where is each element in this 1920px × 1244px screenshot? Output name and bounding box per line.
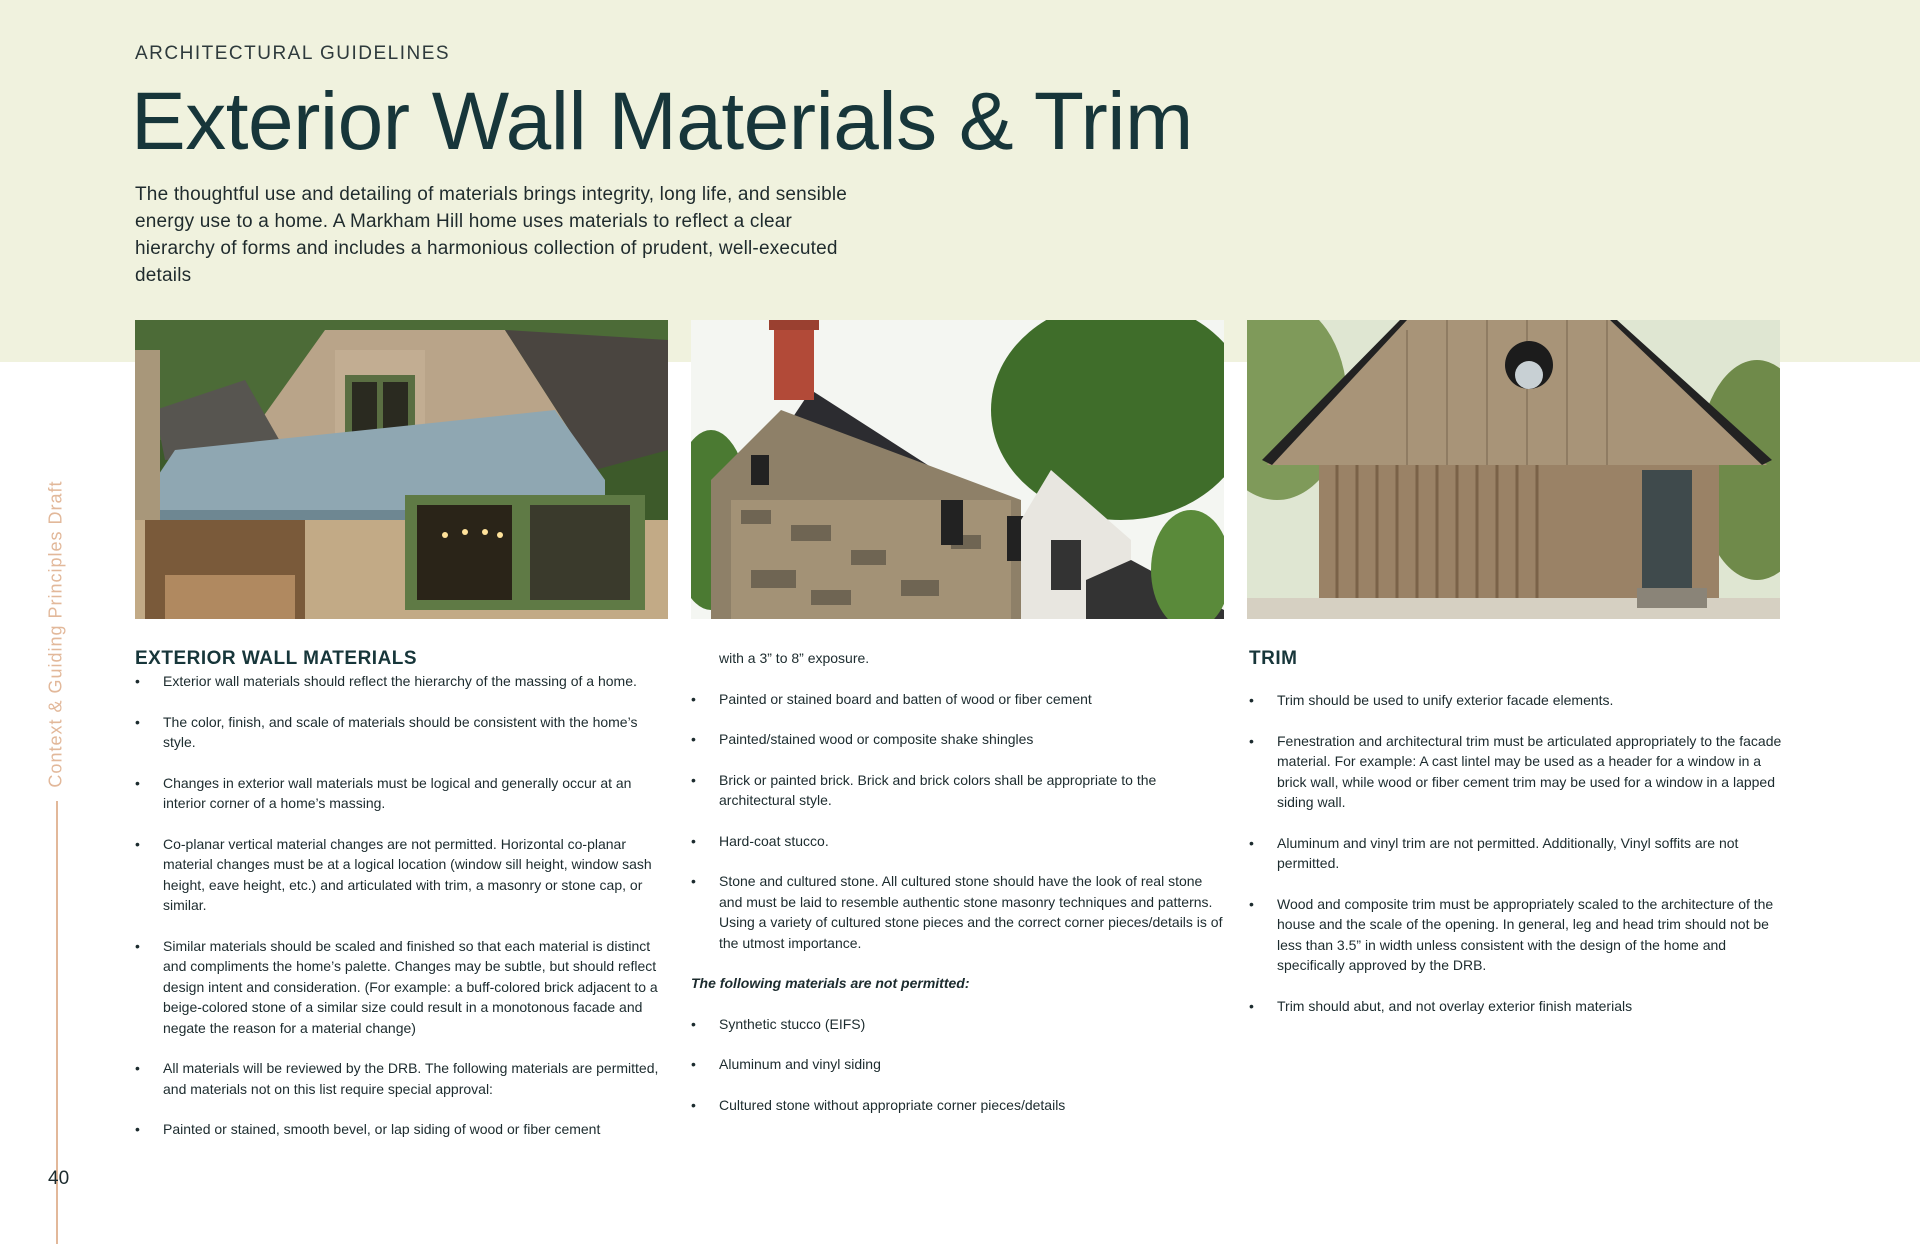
- list-continuation: with a 3” to 8” exposure.: [719, 650, 870, 666]
- trim-heading: TRIM: [1249, 648, 1298, 669]
- list-item: • Co-planar vertical material changes are not permitted. Horizontal co-planar material changes must be at a logical location (window sill height, window sash height, eave height, etc.) and articulated with trim, a masonry or stone cap, or similar.: [135, 835, 652, 913]
- permitted-materials-list: [691, 689, 1224, 954]
- wall-materials-heading: EXTERIOR WALL MATERIALS: [135, 648, 418, 669]
- list-item: • Synthetic stucco (EIFS): [691, 1015, 866, 1032]
- list-item: • Stone and cultured stone. All cultured stone should have the look of real stone and must be laid to resemble authentic stone masonry techniques and patterns. Using a variety of cultured stone pieces and the correct corner pieces/details is of the utmost importance.: [691, 873, 1223, 951]
- list-item: • Wood and composite trim must be appropriately scaled to the architecture of the house and the scale of the opening. In general, leg and head trim should not be less than 3.5” in width unless consistent with the design of the home and specifically approved by the DRB.: [1249, 895, 1774, 973]
- list-item: • Painted/stained wood or composite shake shingles: [691, 731, 1034, 747]
- list-item: • Painted or stained, smooth bevel, or lap siding of wood or fiber cement: [135, 1121, 601, 1137]
- list-item: • Exterior wall materials should reflect the hierarchy of the massing of a home.: [135, 673, 637, 689]
- list-item: • Fenestration and architectural trim must be articulated appropriately to the facade material. For example: A cast lintel may be used as a header for a window in a brick wall, while wood or fiber cement trim may be used for a window in a lapped siding wall.: [1249, 732, 1782, 810]
- page-number: 40: [48, 1168, 70, 1189]
- list-item: • Trim should abut, and not overlay exterior finish materials: [1249, 997, 1633, 1014]
- photo-shingle-house: [135, 320, 668, 619]
- column-trim: [1249, 648, 1782, 1036]
- list-item: • Changes in exterior wall materials must be logical and generally occur at an interior corner of a home’s massing.: [135, 774, 632, 811]
- column-permitted-materials: [691, 648, 1224, 1135]
- photo-wood-barn: [1247, 320, 1780, 619]
- intro-paragraph: The thoughtful use and detailing of materials brings integrity, long life, and sensible energy use to a home. A Markham Hill home uses materials to reflect a clear hierarchy of forms and includes a harmonious collection of prudent, well-executed details: [135, 184, 848, 286]
- list-item: • Brick or painted brick. Brick and brick colors shall be appropriate to the architectural style.: [691, 771, 1157, 808]
- section-eyebrow: ARCHITECTURAL GUIDELINES: [135, 43, 451, 64]
- list-item: • The color, finish, and scale of materials should be consistent with the home’s style.: [135, 713, 638, 750]
- page-title: Exterior Wall Materials & Trim: [131, 76, 1193, 167]
- list-item: • Painted or stained board and batten of wood or fiber cement: [691, 690, 1092, 707]
- list-item: • Similar materials should be scaled and finished so that each material is distinct and compliments the home’s palette. Changes may be subtle, but should reflect design intent and consideration. (For example: a buff-colored brick adjacent to a beige-colored stone of a similar size could result in a monotonous facade and negate the reason for a material change): [135, 937, 658, 1036]
- wall-materials-list: [135, 671, 668, 1140]
- photo-stone-house: [691, 320, 1224, 619]
- list-item: • Hard-coat stucco.: [691, 832, 829, 849]
- list-item: • Cultured stone without appropriate corner pieces/details: [691, 1096, 1066, 1113]
- sidebar-label: Context & Guiding Principles Draft: [45, 480, 66, 788]
- list-item: • Trim should be used to unify exterior facade elements.: [1249, 692, 1614, 708]
- list-item: • Aluminum and vinyl trim are not permitted. Additionally, Vinyl soffits are not permitted.: [1249, 834, 1739, 871]
- list-item: • All materials will be reviewed by the DRB. The following materials are permitted, and materials not on this list require special approval:: [135, 1060, 659, 1097]
- trim-list: [1249, 690, 1782, 1016]
- list-item: • Aluminum and vinyl siding: [691, 1056, 881, 1072]
- not-permitted-heading: The following materials are not permitted:: [691, 975, 970, 991]
- column-exterior-wall-materials: [135, 648, 668, 1160]
- not-permitted-list: [691, 1014, 1224, 1116]
